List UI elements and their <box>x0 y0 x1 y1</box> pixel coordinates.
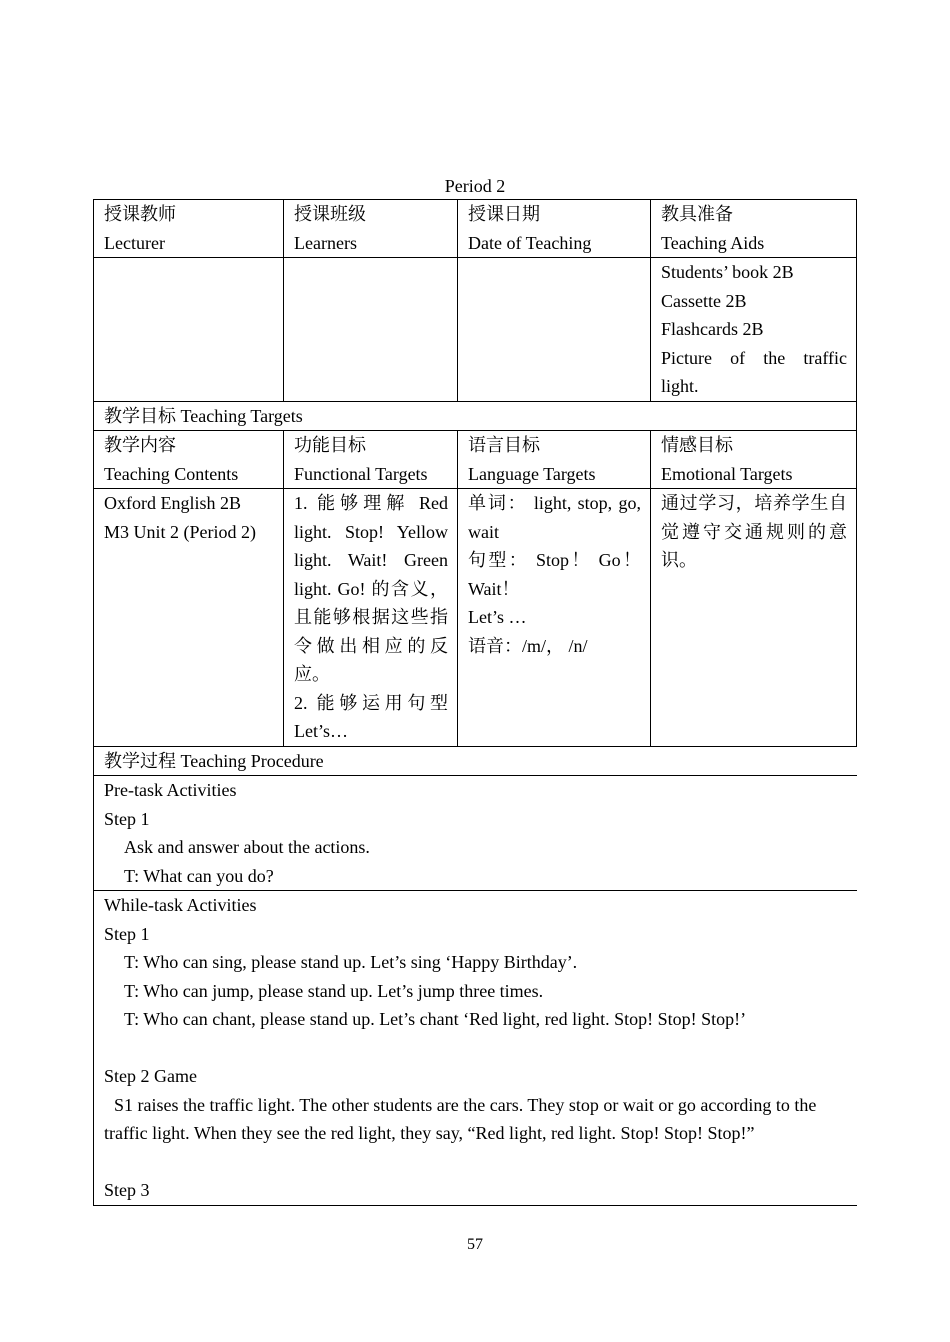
aids-item: Cassette 2B <box>661 290 747 311</box>
learners-value <box>284 258 458 402</box>
page-number: 57 <box>467 1236 483 1253</box>
pre-task-step: Step 1 <box>104 808 150 829</box>
while-step-1: Step 1 <box>104 923 150 944</box>
pre-task-section <box>94 776 857 891</box>
while-step-1-line: T: Who can sing, please stand up. Let’s sing ‘Happy Birthday’. <box>124 952 578 972</box>
aids-item: Picture of the traffic light. <box>661 347 847 396</box>
while-step-3: Step 3 <box>104 1180 150 1200</box>
while-step-1-line: T: Who can chant, please stand up. Let’s chant ‘Red light, red light. Stop! Stop! Stop!’ <box>124 1009 747 1029</box>
lecturer-value <box>94 258 284 402</box>
while-step-2: Step 2 Game <box>104 1066 197 1086</box>
while-step-1-line: T: Who can jump, please stand up. Let’s jump three times. <box>124 980 544 1001</box>
aids-item: Students’ book 2B <box>661 262 794 282</box>
pre-task-line: Ask and answer about the actions. <box>124 837 370 857</box>
language-targets <box>458 489 651 747</box>
language-header: 语言目标 Language Targets <box>458 431 651 489</box>
date-header: 授课日期 Date of Teaching <box>458 200 651 258</box>
functional-targets <box>284 489 458 747</box>
procedure-heading: 教学过程 Teaching Procedure <box>94 746 857 776</box>
language-words: 单词： light, stop, go, wait <box>468 493 641 542</box>
emotional-targets: 通过学习，培养学生自觉遵守交通规则的意识。 <box>651 489 857 747</box>
header-row <box>94 200 857 258</box>
lecturer-header: 授课教师 Lecturer <box>94 200 284 258</box>
targets-row <box>94 489 857 747</box>
aids-header: 教具准备 Teaching Aids <box>651 200 857 258</box>
language-phonics: 语音：/m/， /n/ <box>468 635 588 656</box>
info-row <box>94 258 857 402</box>
emotional-header: 情感目标 Emotional Targets <box>651 431 857 489</box>
while-step-2-text: S1 raises the traffic light. The other students are the cars. They stop or wait or go according to the traffic light. When they see the red light, they say, “Red light, red light. Stop! Stop! Stop!” <box>104 1094 817 1143</box>
targets-header-row <box>94 431 857 489</box>
targets-heading: 教学目标 Teaching Targets <box>94 401 857 431</box>
period-title: Period 2 <box>444 176 506 196</box>
lesson-plan-table <box>93 199 857 1206</box>
date-value <box>458 258 651 402</box>
functional-header: 功能目标 Functional Targets <box>284 431 458 489</box>
learners-header: 授课班级 Learners <box>284 200 458 258</box>
functional-target-1: 1. 能够理解 Red light. Stop! Yellow light. Wait! Green light. Go! 的含义，且能够根据这些指令做出相应的反应。 <box>294 493 448 684</box>
pre-task-line: T: What can you do? <box>124 865 274 886</box>
teaching-contents: Oxford English 2B M3 Unit 2 (Period 2) <box>94 489 284 747</box>
contents-header: 教学内容 Teaching Contents <box>94 431 284 489</box>
while-task-section <box>94 891 857 1206</box>
language-sentences: 句型： Stop！ Go！ Wait！ <box>468 550 641 599</box>
while-task-title: While-task Activities <box>104 895 257 915</box>
aids-item: Flashcards 2B <box>661 319 764 339</box>
aids-list <box>651 258 857 402</box>
language-lets: Let’s … <box>468 607 527 627</box>
pre-task-title: Pre-task Activities <box>104 780 237 800</box>
functional-target-2: 2. 能够运用句型 Let’s… <box>294 692 448 741</box>
